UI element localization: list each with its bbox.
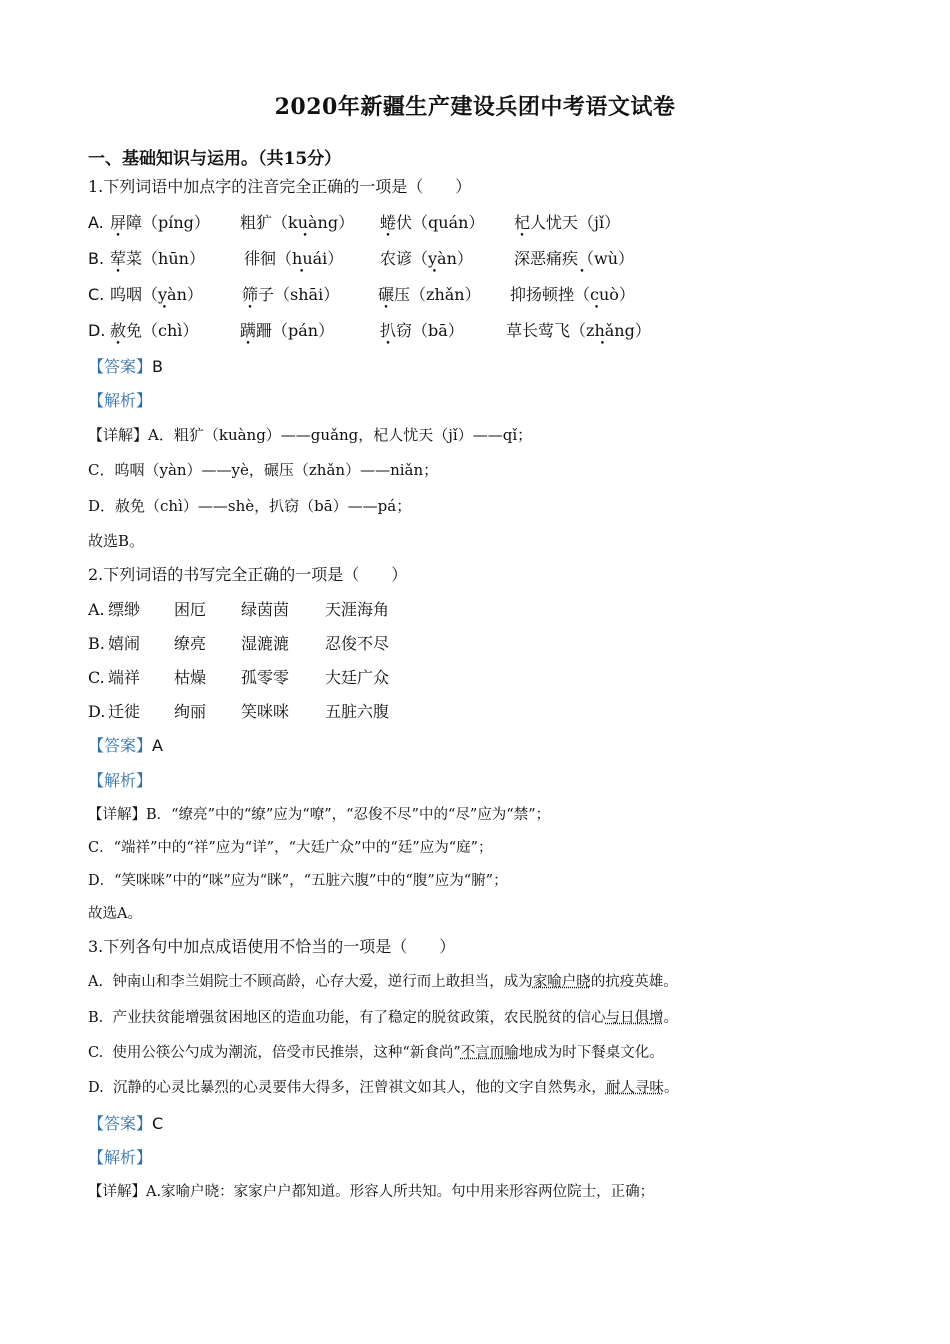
q2-answer: 【答案】A — [88, 736, 163, 755]
option-item: 抑扬顿挫（cuò） • — [510, 285, 635, 305]
q3-option-c: C. 使用公筷公勺成为潮流，倍受市民推崇，这种“新食尚”不言而喻地成为时下餐桌文化。 — [88, 1045, 664, 1061]
option-item: 农谚（yàn） • — [380, 249, 473, 269]
option-item: 天涯海角 — [325, 600, 390, 619]
dotted-idiom: 耐人寻味 — [605, 1080, 664, 1096]
option-item: 草长莺飞（zhǎng） • — [506, 321, 651, 341]
q3-option-d: D. 沉静的心灵比暴烈的心灵要伟大得多，汪曾祺文如其人，他的文字自然隽永，耐人寻味。 — [88, 1080, 679, 1096]
q3-option-a: A. 钟南山和李兰娟院士不顾高龄，心存大爱，逆行而上敢担当，成为家喻户晓的抗疫英雄。 — [88, 974, 678, 990]
question-1-stem: 1.下列词语中加点字的注音完全正确的一项是（ ） — [88, 177, 472, 196]
option-item: 深恶痛疾（wù） • — [514, 249, 634, 269]
option-item: 粗犷（kuàng） • — [240, 213, 354, 233]
option-item: 缭亮 — [174, 634, 207, 653]
option-item: 缥缈 — [108, 600, 141, 619]
option-item: 五脏六腹 — [325, 702, 390, 721]
dotted-idiom: 与日俱增 — [605, 1010, 664, 1026]
q2-detail-line: D．“笑咪咪”中的“咪”应为“眯”，“五脏六腹”中的“腹”应为“腑”； — [88, 873, 508, 889]
option-item: 嬉闹 — [108, 634, 141, 653]
q1-detail-line: D．赦免（chì）——shè，扒窃（bā）——pá； — [88, 497, 412, 515]
q1-analysis-tag: 【解析】 — [88, 391, 153, 410]
option-item: 笑咪咪 — [241, 702, 290, 721]
option-label: A. — [88, 213, 104, 232]
option-item: 孤零零 — [241, 668, 290, 687]
option-item: 筛子（shāi） — [242, 285, 340, 304]
option-item: 扒窃（bā） — [380, 321, 464, 340]
option-item: 屏障（píng） — [110, 213, 210, 232]
q3-answer: 【答案】C — [88, 1114, 164, 1133]
q2-detail-line: C．“端祥”中的“祥”应为“详”，“大廷广众”中的“廷”应为“庭”； — [88, 840, 493, 856]
option-label: B. — [88, 634, 105, 653]
q1-conclusion: 故选B。 — [88, 532, 145, 550]
option-label: A. — [88, 600, 105, 619]
option-label: D. — [88, 702, 106, 721]
option-item: 蹒跚（pán） — [240, 321, 335, 340]
option-item: 迁徙 — [108, 702, 141, 721]
option-item: 呜咽（yàn） • — [110, 285, 203, 305]
dotted-idiom: 不言而喻 — [460, 1045, 519, 1061]
q1-detail-line: 【详解】A．粗犷（kuàng）——guǎng，杞人忧天（jǐ）——qǐ； — [88, 426, 533, 444]
option-item: 赦免（chì） — [110, 321, 199, 340]
q2-conclusion: 故选A。 — [88, 906, 142, 922]
option-item: 碾压（zhǎn） — [378, 285, 481, 304]
section-heading: 一、基础知识与运用。（共15分） — [88, 149, 342, 169]
question-3-stem: 3.下列各句中加点成语使用不恰当的一项是（ ） — [88, 937, 456, 956]
option-item: 困厄 — [174, 600, 207, 619]
q2-detail-line: 【详解】B．“缭亮”中的“缭”应为“嘹”，“忍俊不尽”中的“尽”应为“禁”； — [88, 807, 551, 823]
option-item: 绿茵茵 — [241, 600, 290, 619]
option-item: 徘徊（huái） • — [244, 249, 343, 269]
q3-detail-line: 【详解】A.家喻户晓：家家户户都知道。形容人所共知。句中用来形容两位院士，正确； — [88, 1184, 655, 1200]
option-label: C. — [88, 668, 105, 687]
option-item: 蜷伏（quán） — [380, 213, 485, 232]
q2-analysis-tag: 【解析】 — [88, 771, 153, 790]
option-item: 大廷广众 — [325, 668, 390, 687]
option-item: 杞人忧天（jǐ） — [514, 213, 621, 232]
page-title: 2020年新疆生产建设兵团中考语文试卷 — [274, 94, 676, 120]
option-label: C. — [88, 285, 105, 304]
q3-analysis-tag: 【解析】 — [88, 1148, 153, 1167]
option-item: 枯燥 — [174, 668, 207, 687]
q1-answer: 【答案】B — [88, 357, 163, 376]
option-item: 湿漉漉 — [241, 634, 290, 653]
q1-detail-line: C．呜咽（yàn）——yè，碾压（zhǎn）——niǎn； — [88, 461, 439, 479]
option-label: D. — [88, 321, 106, 340]
option-item: 忍俊不尽 — [325, 634, 390, 653]
q3-option-b: B. 产业扶贫能增强贫困地区的造血功能，有了稳定的脱贫政策，农民脱贫的信心与日俱增。 — [88, 1010, 678, 1026]
option-item: 绚丽 — [174, 702, 207, 721]
option-label: B. — [88, 249, 105, 268]
option-item: 端祥 — [108, 668, 141, 687]
question-2-stem: 2.下列词语的书写完全正确的一项是（ ） — [88, 565, 408, 584]
option-item: 荤菜（hūn） — [110, 249, 205, 268]
dotted-idiom: 家喻户晓 — [532, 974, 591, 990]
